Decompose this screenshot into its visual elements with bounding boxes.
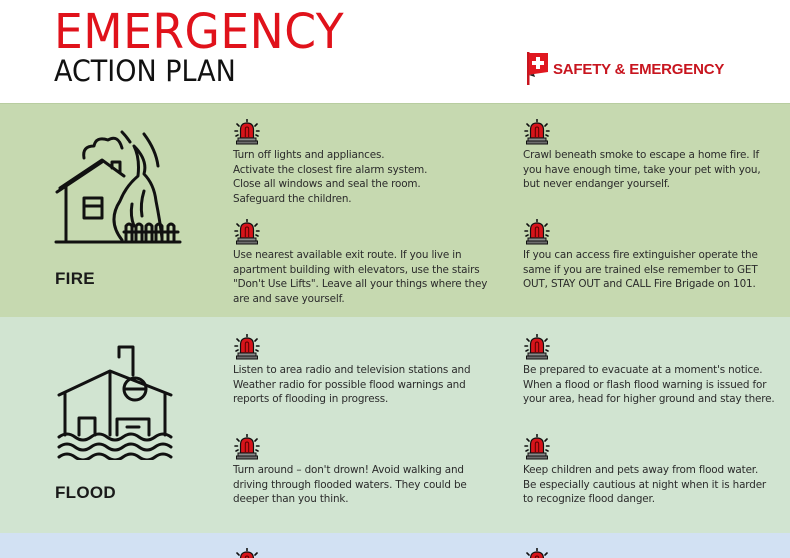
siren-icon: [523, 434, 551, 460]
page-subtitle: ACTION PLAN: [54, 54, 236, 88]
tip-card: [233, 434, 483, 507]
siren-icon: [523, 334, 551, 360]
brand-label: SAFETY & EMERGENCY: [553, 61, 725, 78]
house-on-fire-icon: [52, 126, 187, 251]
tip-text: Turn off lights and appliances. Activate the closest fire alarm system. Close all windows and seal the room. Safeguard the children.: [233, 149, 428, 205]
tip-text: Listen to area radio and television stations and Weather radio for possible flood warnings and reports of flooding in progress.: [233, 364, 471, 405]
flooded-house-icon: [55, 345, 180, 465]
hazard-label-flood: FLOOD: [55, 483, 116, 502]
tip-card: [523, 334, 773, 407]
next-section: [0, 533, 790, 558]
header: [0, 0, 790, 103]
siren-icon: [233, 219, 261, 245]
tip-card: [523, 219, 773, 292]
tip-card: [233, 334, 483, 407]
siren-icon: [233, 548, 261, 558]
tip-card: [233, 219, 488, 306]
page-title: EMERGENCY: [54, 4, 345, 60]
siren-icon: [233, 434, 261, 460]
tip-text: Turn around – don't drown! Avoid walking and driving through flooded waters. They could be deeper than you think.: [233, 464, 467, 505]
swiss-cross-flag-icon: [526, 50, 550, 86]
tip-text: If you can access fire extinguisher operate the same if you are trained else remember to GET OUT, STAY OUT and CALL Fire Brigade on 101.: [523, 249, 758, 290]
tip-card: [523, 434, 773, 507]
tip-text: Use nearest available exit route. If you live in apartment building with elevators, use the stairs "Don't Use Lifts". Leave all your things where they are and save yourself.: [233, 249, 488, 305]
siren-icon: [233, 119, 261, 145]
fire-section: [0, 103, 790, 317]
siren-icon: [523, 219, 551, 245]
hazard-label-fire: FIRE: [55, 269, 95, 288]
siren-icon: [233, 334, 261, 360]
tip-card: [233, 119, 483, 206]
siren-icon: [523, 548, 551, 558]
tip-text: Be prepared to evacuate at a moment's notice. When a flood or flash flood warning is issued for your area, head for higher ground and stay there.: [523, 364, 775, 405]
tip-text: Crawl beneath smoke to escape a home fire. If you have enough time, take your pet with you, but never endanger yourself.: [523, 149, 761, 190]
brand-logo: [526, 50, 724, 86]
flood-section: [0, 317, 790, 533]
siren-icon: [523, 119, 551, 145]
tip-card: [523, 119, 773, 192]
tip-text: Keep children and pets away from flood water. Be especially cautious at night when it is harder to recognize flood danger.: [523, 464, 767, 505]
